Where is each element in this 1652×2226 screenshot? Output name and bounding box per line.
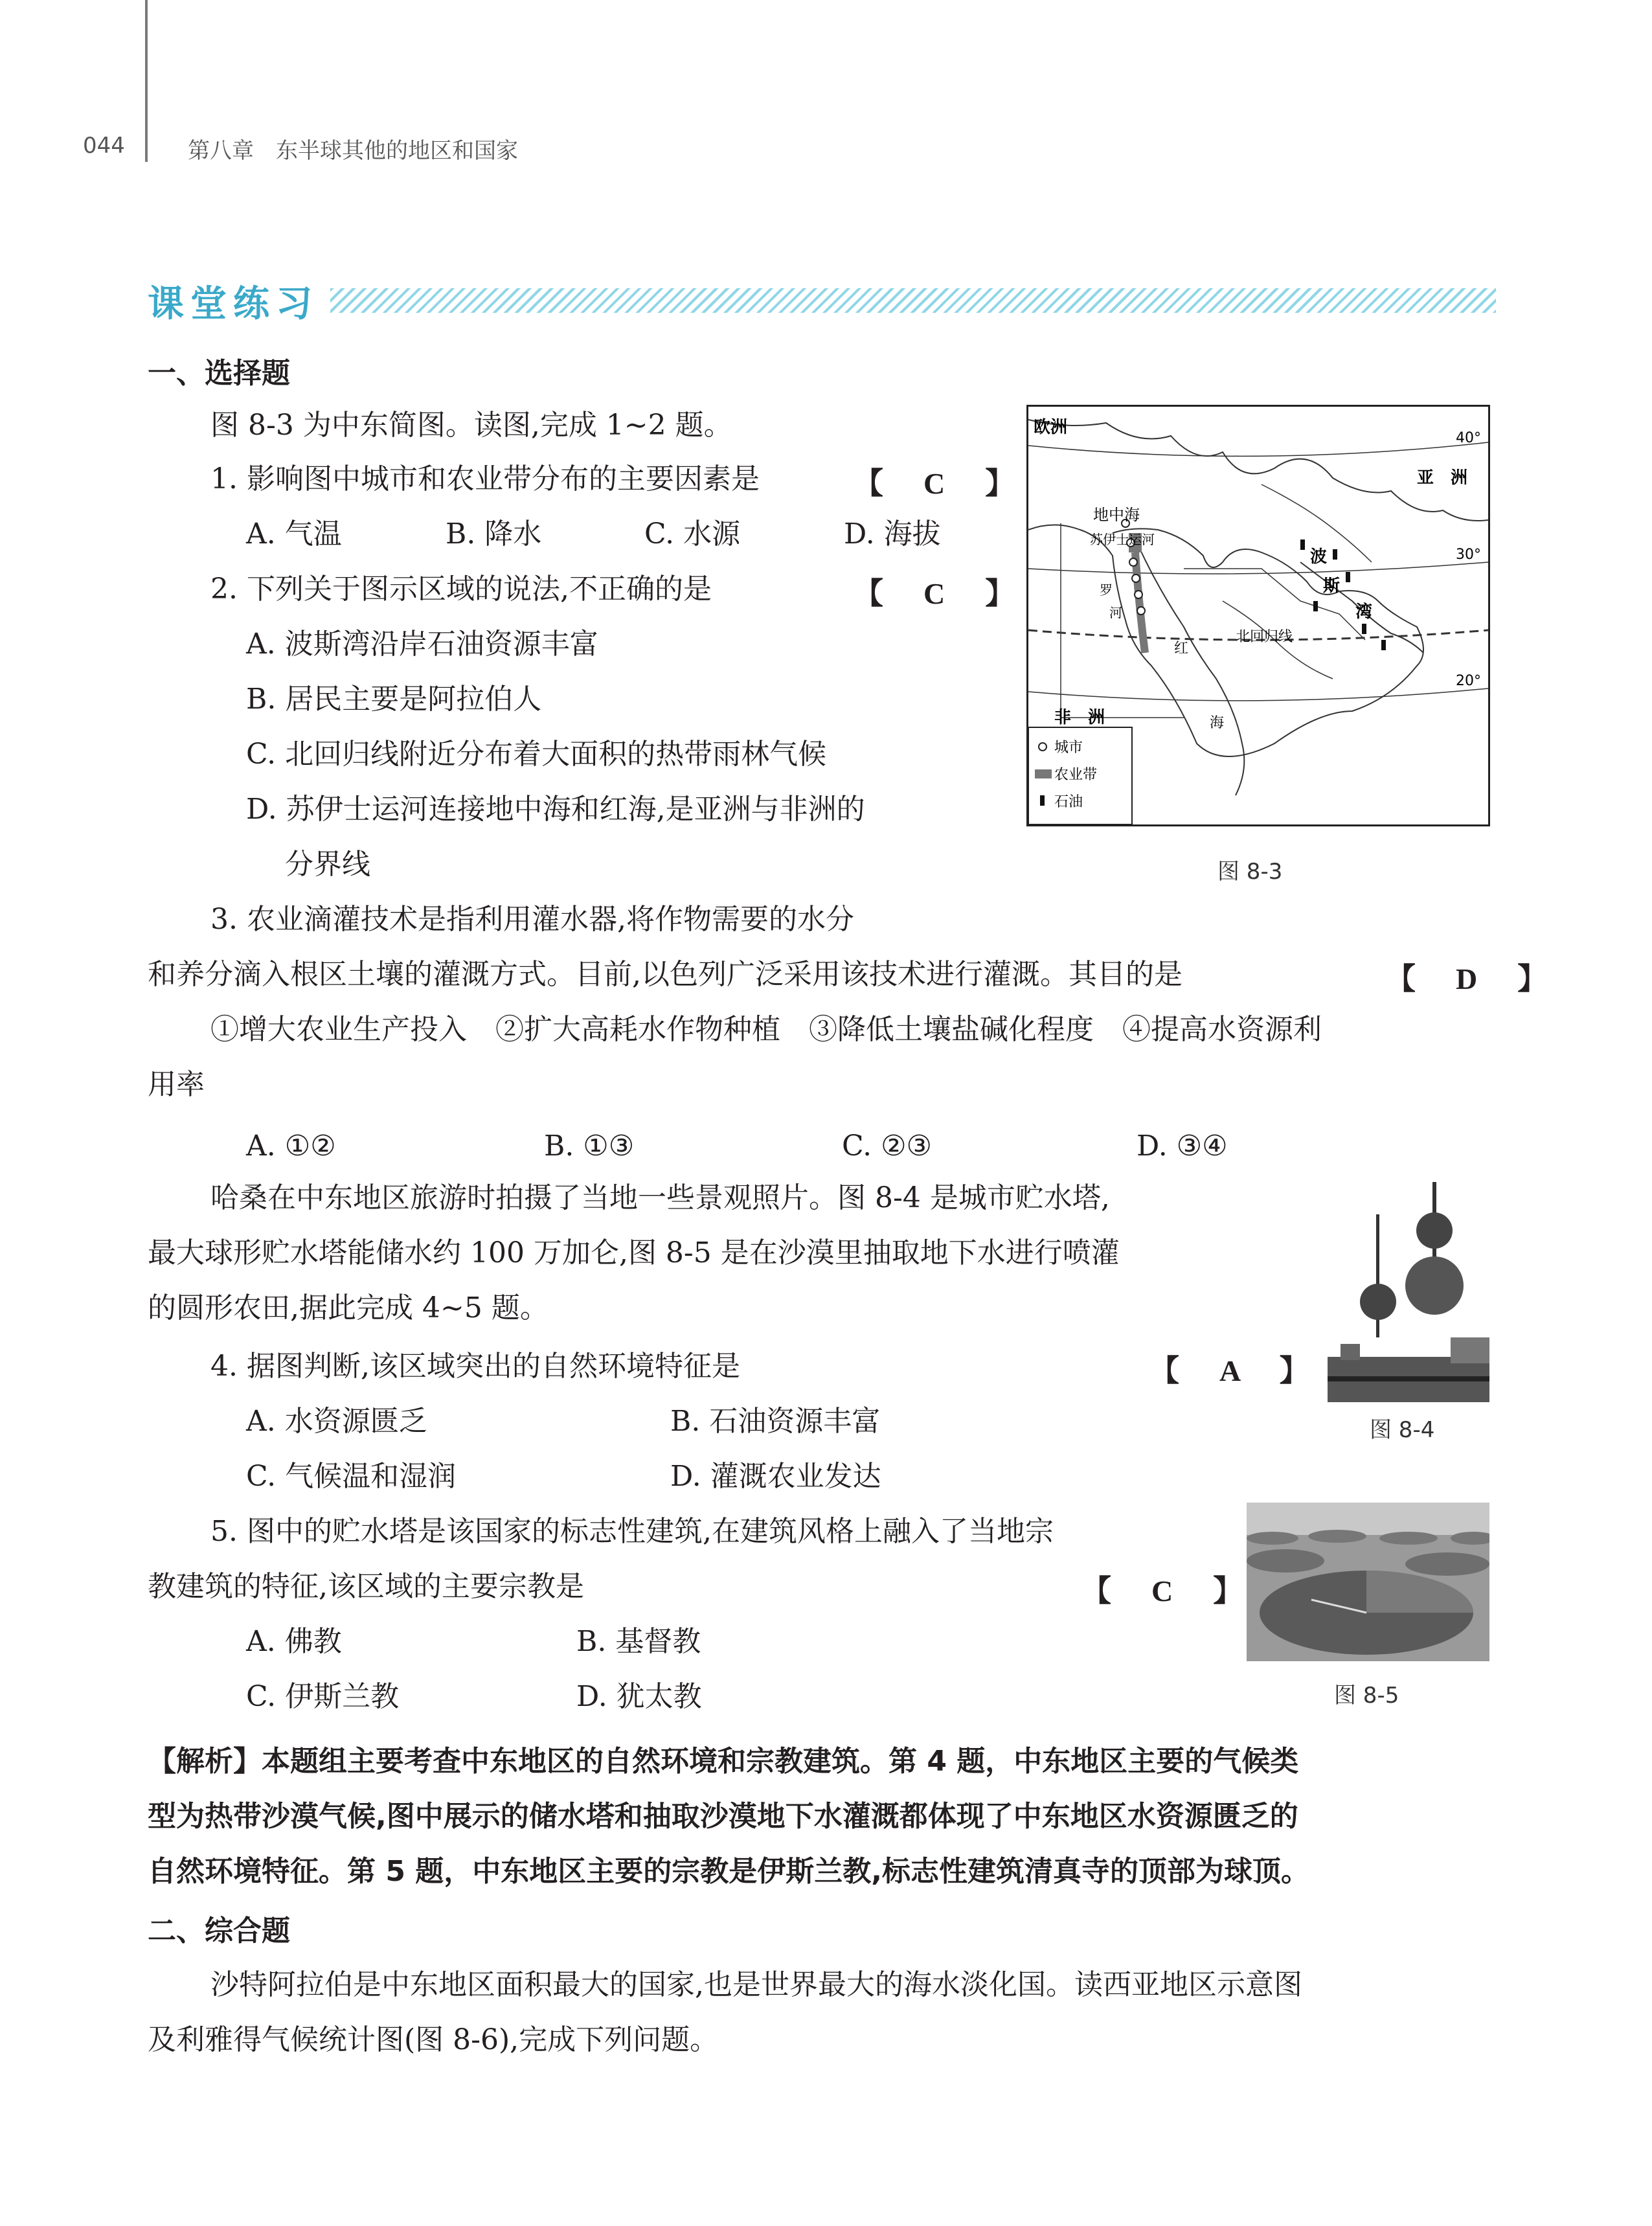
map-label-gulf-3: 湾 — [1355, 602, 1373, 622]
map-label-nile-1: 罗 — [1100, 582, 1113, 598]
q3-option-d: D. ③④ — [1137, 1130, 1228, 1163]
analysis-line-1: 【解析】本题组主要考查中东地区的自然环境和宗教建筑。第 4 题，中东地区主要的气候类 — [148, 1745, 1299, 1778]
q1-option-b: B. 降水 — [446, 517, 542, 551]
legend-oil: 石油 — [1054, 794, 1083, 810]
map-label-tropic: 北回归线 — [1236, 629, 1293, 645]
q3-line-2: 和养分滴入根区土壤的灌溉方式。目前,以色列广泛采用该技术进行灌溉。其目的是 — [148, 958, 1182, 991]
figure-8-5-photo — [1247, 1503, 1489, 1661]
q3-items-continued: 用率 — [148, 1068, 205, 1101]
q4-option-a: A. 水资源匮乏 — [246, 1405, 427, 1438]
q5-option-a: A. 佛教 — [246, 1625, 342, 1658]
q1-option-a: A. 气温 — [246, 517, 342, 551]
chapter-title: 第八章 东半球其他的地区和国家 — [188, 138, 518, 164]
q3-option-b: B. ①③ — [544, 1130, 635, 1163]
map-label-gulf-1: 波 — [1310, 547, 1328, 567]
intro-q1-2: 图 8-3 为中东简图。读图,完成 1~2 题。 — [210, 409, 732, 442]
analysis-line-2: 型为热带沙漠气候,图中展示的储水塔和抽取沙漠地下水灌溉都体现了中东地区水资源匮乏的 — [148, 1800, 1298, 1833]
header-divider — [145, 0, 148, 162]
q4-option-d: D. 灌溉农业发达 — [670, 1460, 881, 1493]
figure-8-4-photo — [1328, 1182, 1489, 1402]
section-title: 课堂练习 — [148, 283, 319, 325]
part2-heading: 二、综合题 — [148, 1914, 290, 1948]
map-label-lat30: 30° — [1456, 547, 1481, 563]
figure-8-3-caption: 图 8-3 — [1217, 859, 1283, 885]
map-label-nile-2: 河 — [1109, 605, 1122, 620]
analysis-line-3: 自然环境特征。第 5 题，中东地区主要的宗教是伊斯兰教,标志性建筑清真寺的顶部为球顶。 — [148, 1855, 1309, 1888]
q2-option-c: C. 北回归线附近分布着大面积的热带雨林气候 — [246, 738, 827, 771]
q2-option-a: A. 波斯湾沿岸石油资源丰富 — [246, 628, 598, 661]
part2-text-line-2: 及利雅得气候统计图(图 8-6),完成下列问题。 — [148, 2023, 719, 2056]
figure-8-4-caption: 图 8-4 — [1370, 1417, 1435, 1443]
map-label-asia: 亚 洲 — [1417, 468, 1468, 488]
map-label-europe: 欧洲 — [1034, 418, 1068, 437]
q5-line-2: 教建筑的特征,该区域的主要宗教是 — [148, 1570, 584, 1603]
intro-q4-5-line-3: 的圆形农田,据此完成 4~5 题。 — [148, 1291, 549, 1324]
q5-answer: 【 C 】 — [1081, 1574, 1249, 1607]
q1-stem: 1. 影响图中城市和农业带分布的主要因素是 — [210, 462, 760, 495]
figure-8-5-caption: 图 8-5 — [1334, 1683, 1399, 1709]
q2-option-b: B. 居民主要是阿拉伯人 — [246, 683, 542, 716]
figure-8-3-map — [1026, 405, 1490, 826]
q5-option-b: B. 基督教 — [576, 1625, 701, 1658]
q5-option-d: D. 犹太教 — [576, 1680, 702, 1713]
q4-option-c: C. 气候温和湿润 — [246, 1460, 457, 1493]
q1-answer: 【 C 】 — [854, 467, 1021, 500]
map-label-red-sea-1: 红 — [1174, 641, 1189, 657]
legend-agriculture: 农业带 — [1054, 767, 1098, 783]
map-label-gulf-2: 斯 — [1323, 576, 1341, 596]
q4-option-b: B. 石油资源丰富 — [670, 1405, 881, 1438]
q3-items: ①增大农业生产投入 ②扩大高耗水作物种植 ③降低土壤盐碱化程度 ④提高水资源利 — [210, 1013, 1322, 1046]
q5-line-1: 5. 图中的贮水塔是该国家的标志性建筑,在建筑风格上融入了当地宗 — [210, 1515, 1054, 1548]
q3-option-a: A. ①② — [246, 1130, 336, 1163]
q3-option-c: C. ②③ — [842, 1130, 932, 1163]
q2-stem: 2. 下列关于图示区域的说法,不正确的是 — [210, 573, 712, 606]
q1-option-d: D. 海拔 — [844, 517, 941, 551]
q2-option-d: D. 苏伊士运河连接地中海和红海,是亚洲与非洲的 — [246, 793, 865, 826]
map-label-africa: 非 洲 — [1054, 708, 1105, 727]
q2-option-d-continued: 分界线 — [285, 848, 370, 881]
map-label-suez: 苏伊士运河 — [1090, 532, 1155, 547]
page-number: 044 — [83, 133, 125, 159]
part2-text-line-1: 沙特阿拉伯是中东地区面积最大的国家,也是世界最大的海水淡化国。读西亚地区示意图 — [210, 1968, 1302, 2001]
legend-city: 城市 — [1054, 740, 1083, 756]
part1-heading: 一、选择题 — [148, 357, 290, 390]
map-label-lat20: 20° — [1456, 673, 1481, 689]
q1-option-c: C. 水源 — [644, 517, 741, 551]
intro-q4-5-line-1: 哈桑在中东地区旅游时拍摄了当地一些景观照片。图 8-4 是城市贮水塔, — [210, 1181, 1110, 1214]
q5-option-c: C. 伊斯兰教 — [246, 1680, 400, 1713]
intro-q4-5-line-2: 最大球形贮水塔能储水约 100 万加仑,图 8-5 是在沙漠里抽取地下水进行喷灌 — [148, 1236, 1120, 1269]
map-label-mediterranean: 地中海 — [1093, 506, 1140, 524]
section-title-decoration — [330, 288, 1496, 313]
q4-stem: 4. 据图判断,该区域突出的自然环境特征是 — [210, 1350, 740, 1383]
q3-line-1: 3. 农业滴灌技术是指利用灌水器,将作物需要的水分 — [210, 903, 854, 936]
map-label-lat40: 40° — [1456, 430, 1481, 446]
q4-answer: 【 A 】 — [1149, 1354, 1315, 1387]
q2-answer: 【 C 】 — [854, 577, 1021, 610]
map-label-red-sea-2: 海 — [1210, 715, 1225, 731]
q3-answer: 【 D 】 — [1386, 962, 1553, 995]
